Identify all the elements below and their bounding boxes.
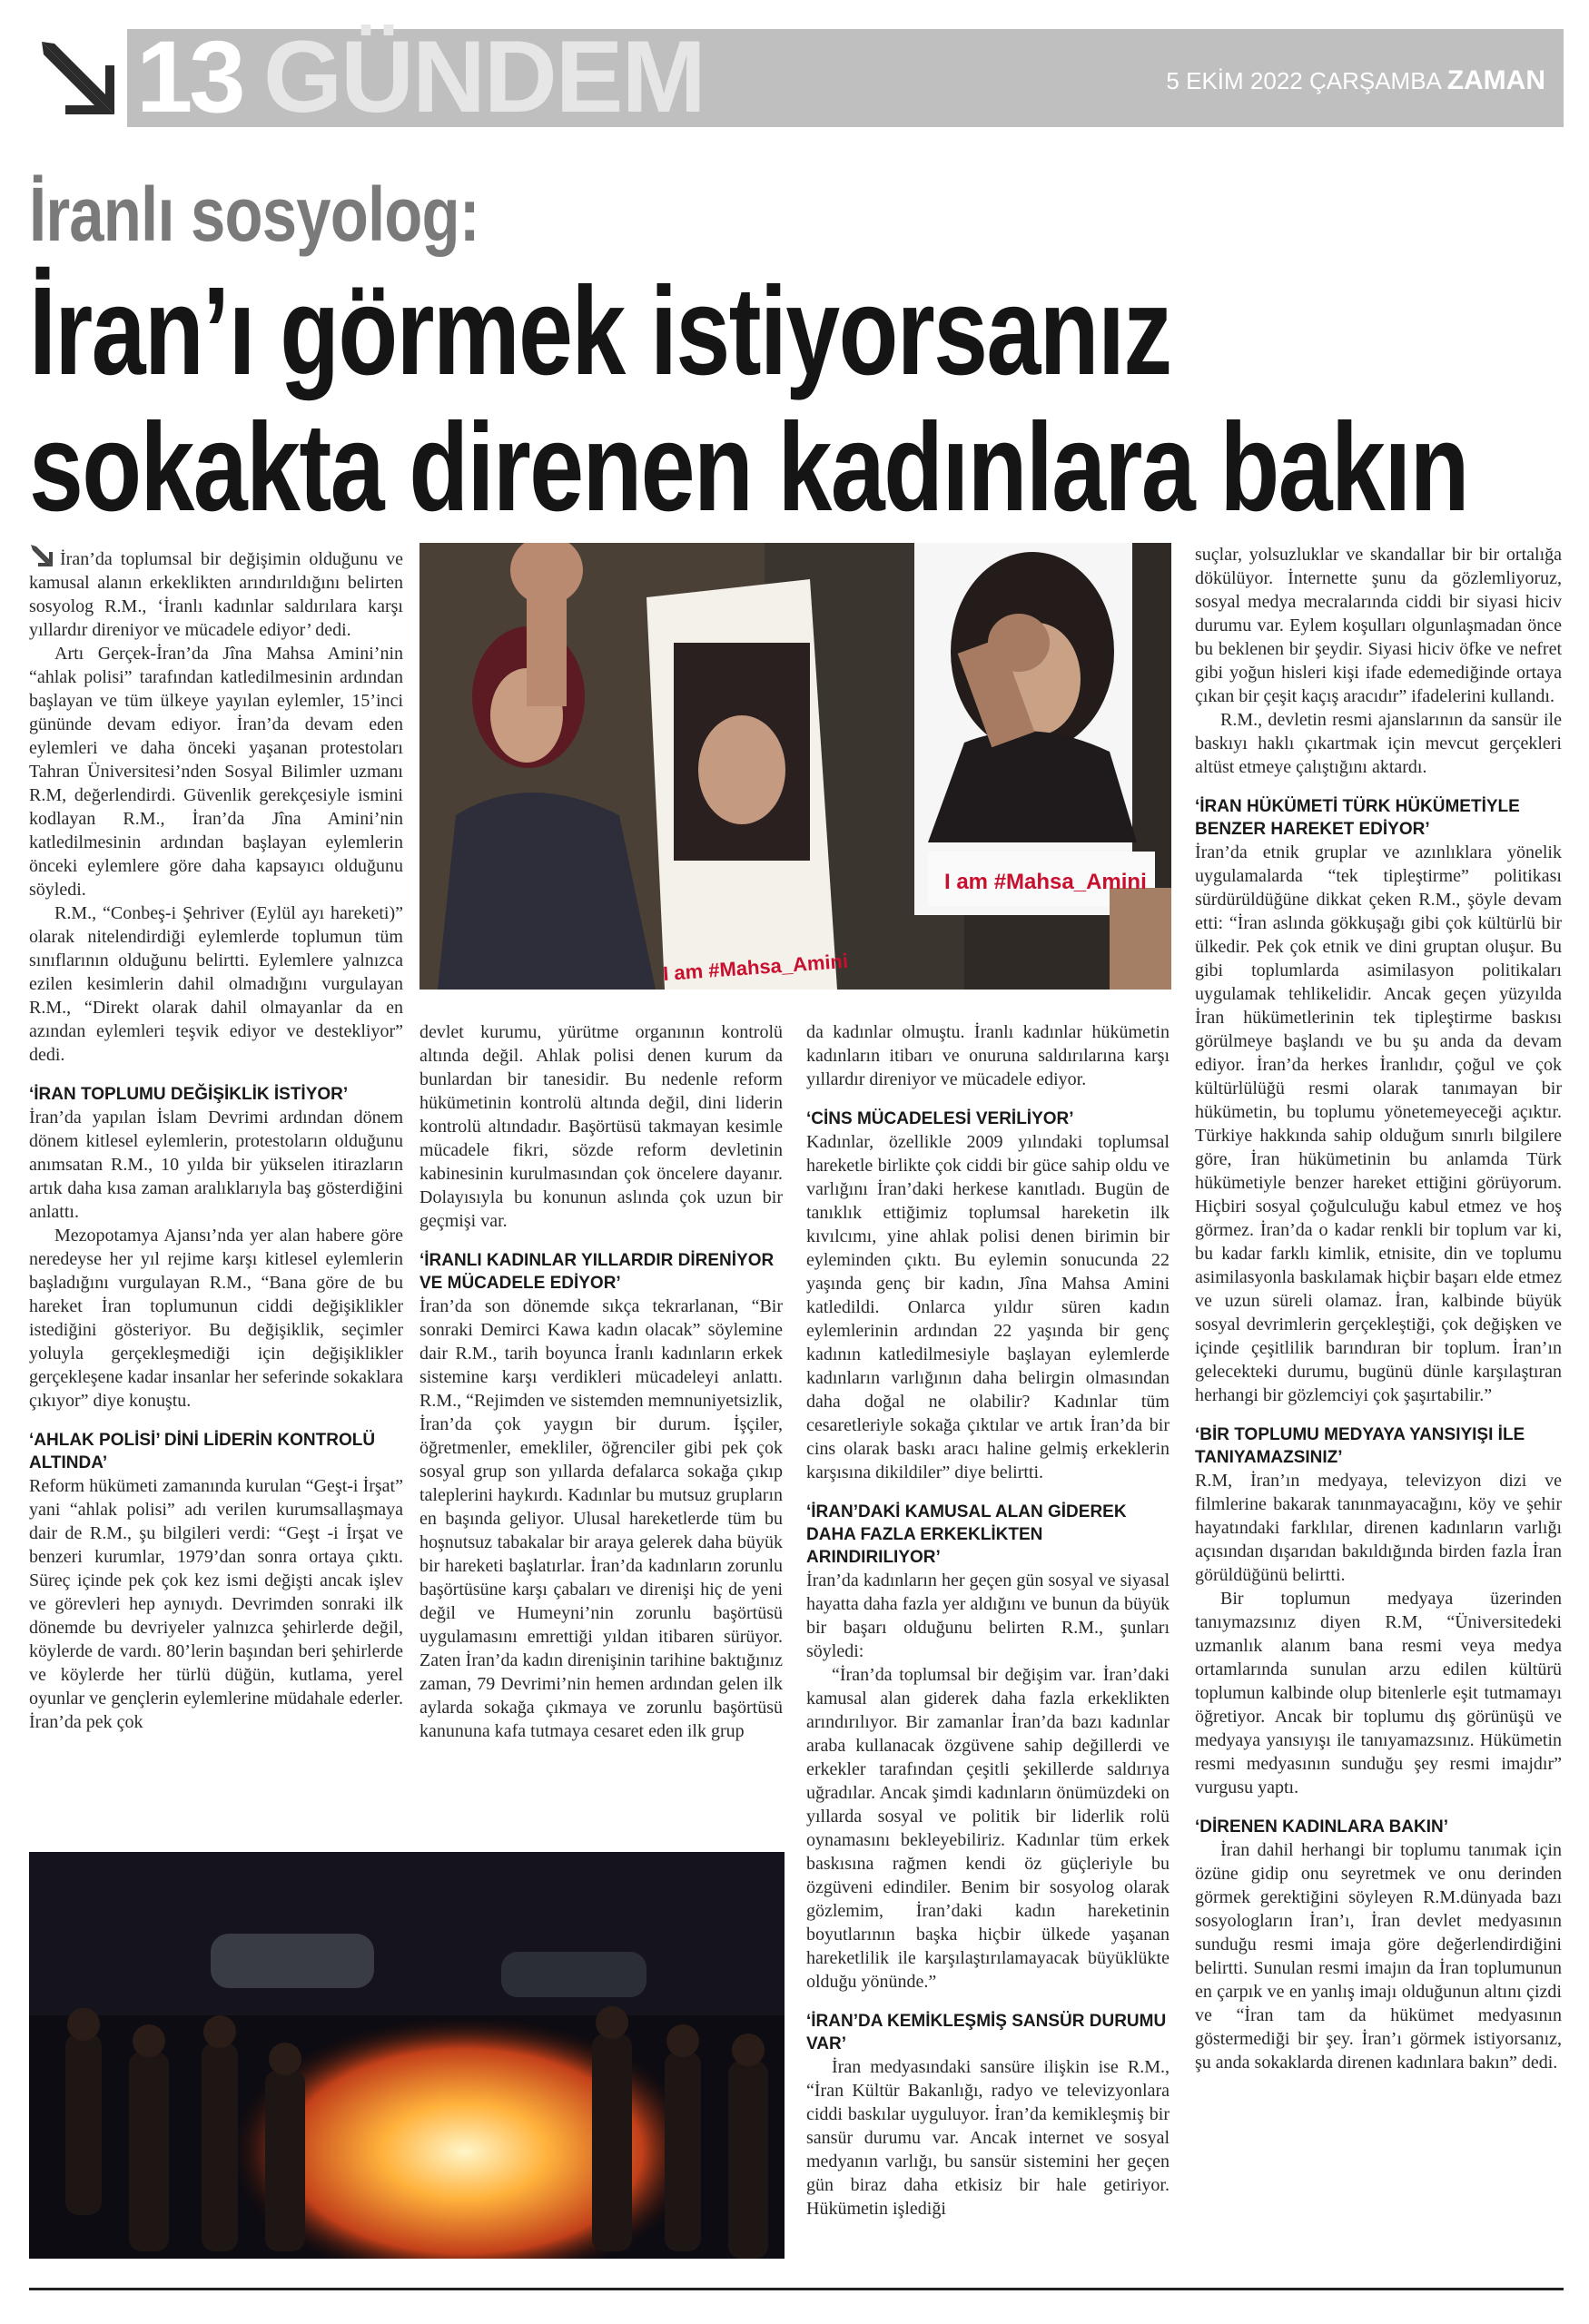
paragraph: İran’da yapılan İslam Devrimi ardından dönem dönem kitlesel eylemlerin, protestoların olduğunu anımsatan R.M., 10 yılda bir yükselen itirazların artık daha kısa zaman aralıklarıyla baş gösterdiğini anlattı. <box>29 1108 403 1222</box>
night-protest-photo-image <box>29 1852 785 2259</box>
paragraph: R.M., devletin resmi ajanslarının da sansür ile baskıyı haklı çıkartmak için mevcut gerçekleri altüst etmeye çalıştığını aktardı. <box>1195 710 1562 777</box>
issue-date <box>1166 65 1545 96</box>
subheading: ‘İRAN TOPLUMU DEĞİŞİKLİK İSTİYOR’ <box>29 1085 349 1104</box>
page-header <box>29 20 1564 133</box>
lead-paragraph <box>29 543 403 642</box>
protest-photo <box>419 543 1171 990</box>
headline-line-1: İran’ı görmek istiyorsanız <box>29 261 1171 401</box>
subheading: ‘BİR TOPLUMU MEDYAYA YANSIYIŞI İLE TANIYAMAZSINIZ’ <box>1195 1425 1525 1467</box>
section-title: GÜNDEM <box>263 20 705 133</box>
paragraph: Reform hükümeti zamanında kurulan “Geşt-i İrşat” yani “ahlak polisi” adı verilen kurumsallaşmaya dair de R.M., şu bilgileri verdi: “Geşt -i İrşat ve benzeri kurumlar, 1979’dan sonra ortaya çıktı. Süreç içinde pek çok kez ismi değişti ancak işlev ve görevleri hep aynıydı. Devrimden sonraki ilk dönemde bu devriyeler yalnızca şehirlerde değil, köylerde de vardı. 80’lerin başından beri şehirlerde ve köylerde her türlü düğün, kutlama, yerel oyunlar ve gençlerin eylemlerine müdahale ederler. İran’da pek çok <box>29 1476 403 1732</box>
subheading: ‘İRAN’DA KEMİKLEŞMİŞ SANSÜR DURUMU VAR’ <box>806 2012 1167 2053</box>
subheading: ‘AHLAK POLİSİ’ DİNİ LİDERİN KONTROLÜ ALTINDA’ <box>29 1431 376 1472</box>
subheading: ‘İRANLI KADINLAR YILLARDIR DİRENİYOR VE MÜCADELE EDİYOR’ <box>419 1251 775 1293</box>
column-1 <box>29 543 403 1734</box>
page-number: 13 <box>136 20 242 133</box>
subheading: ‘İRAN HÜKÜMETİ TÜRK HÜKÜMETİYLE BENZER HAREKET EDİYOR’ <box>1195 797 1520 839</box>
subheading: ‘İRAN’DAKİ KAMUSAL ALAN GİDEREK DAHA FAZLA ERKEKLİKTEN ARINDIRILIYOR’ <box>806 1502 1127 1567</box>
bottom-rule <box>29 2288 1564 2290</box>
paragraph: suçlar, yolsuzluklar ve skandallar bir bir ortalığa dökülüyor. İnternette şunu da gözlemliyoruz, sosyal medya mecralarında ciddi bir siyasi hiciv durumu var. Eylem koşulları olgunlaşmadan önce bu beklenen bir şeydir. Siyasi hiciv öfke ve nefret gibi yoğun hisleri kişi ifade edemediğinde ortaya çıkan bir çeşit kaçış aracıdır” ifadelerini kullandı. <box>1195 545 1562 706</box>
newspaper-name: ZAMAN <box>1446 65 1545 95</box>
paragraph: İran’da etnik gruplar ve azınlıklara yönelik uygulamalarda “tek tipleştirme” politikası sürdürüldüğüne dikkat çeken R.M., şöyle devam etti: “İran aslında gökkuşağı gibi çok kültürlü bir ülkedir. Pek çok etnik ve dini gruptan oluşur. Bu gibi toplumlarda asimilasyon politikaları uygulamak tehlikelidir. Ancak geçen yüzyılda İran hükümetlerinin tek tipleştirme baskısı görülmeye başlandı ve bu şu anda da devam ediyor. İran’da herkes İranlıdır, çoğul ve çok kültürlülüğü resmi olarak tanımayan bir hükümetin, bu toplumu yönetemeyeceği açıktır. Türkiye hakkında sahip olduğum sınırlı bilgilere göre, İran hükümetinin bu anlamda Türk hükümetiyle benzer hareket ettiğini görüyorum. Hiçbiri sosyal çoğulculuğu kabul etmez ve hoş görmez. İran’da o kadar renkli bir toplum var ki, bu kadar farklı kimlik, etnisite, din ve toplumu asimilasyonla baskılamak hiçbir başarı elde etmez ve uzun süreli olamaz. İran, kalbinde büyük sosyal devrimlerin gerçekleştiği, çok değişken ve içinde çeşitlilik barındıran bir toplum. İran’ın gelecekteki durumu, bugünü dünle karşılaştıran herhangi bir gözlemciyi çok şaşırtabilir.” <box>1195 842 1562 1405</box>
article-kicker: İranlı sosyolog: <box>29 172 479 257</box>
paragraph: R.M, İran’ın medyaya, televizyon dizi ve filmlerine bakarak tanınmayacağını, köy ve şehir hayatındaki farklılar, direnen kadınların varlığı açısından dışarıdan bakıldığında birden fazla İran görüldüğünü belirtti. <box>1195 1471 1562 1585</box>
paragraph: devlet kurumu, yürütme organının kontrolü altında değil. Ahlak polisi denen kurum da bunlardan bir tanesidir. Bu nedenle reform hükümetinin kontrolü altında değil, dini liderin kontrolü altındadır. Başörtüsü takmayan kesimle mücadele fikri, sözde reform devletinin kabinesinin kurulmasından çok öncelere dayanır. Dolayısıyla bu konunun aslında çok uzun bir geçmişi var. <box>419 1022 783 1231</box>
subheading: ‘CİNS MÜCADELESİ VERİLİYOR’ <box>806 1109 1074 1128</box>
date-text: 5 EKİM 2022 ÇARŞAMBA <box>1166 67 1441 94</box>
paragraph: da kadınlar olmuştu. İranlı kadınlar hükümetin kadınların itibarı ve onuruna saldırılarına karşı yıllardır direniyor ve mücadele ediyor. <box>806 1022 1170 1089</box>
sign-right-text: I am #Mahsa_Amini <box>944 870 1147 894</box>
paragraph: Artı Gerçek-İran’da Jîna Mahsa Amini’nin “ahlak polisi” tarafından katledilmesinin ardından başlayan ve tüm ülkeye yayılan eylemler, 15’inci gününde devam ediyor. İran’da devam eden eylemleri ve daha önceki yaşanan protestoları Tahran Üniversitesi’nden Sosyal Bilimler uzmanı R.M, değerlendirdi. Güvenlik gerekçesiyle ismini kodlayan R.M., İran’da Jîna Amini’nin katledilmesinin ardından başlayan eylemlerin önceki eylemlere göre daha kapsayıcı olduğunu söyledi. <box>29 644 403 900</box>
paragraph: R.M., “Conbeş-i Şehriver (Eylül ayı hareketi)” olarak nitelendirdiği eylemlerde toplumun tüm sınıflarının olduğunu belirtti. Eylemlere yalnızca ezilen kesimlerin dahil olmadığını vurgulayan R.M., “Direkt olarak dahil olmayanlar da en azından eylemleri teşvik ediyor ve destekliyor” dedi. <box>29 903 403 1065</box>
sign-left-text: I am #Mahsa_Amini <box>662 949 849 986</box>
subheading: ‘DİRENEN KADINLARA BAKIN’ <box>1195 1817 1449 1837</box>
column-4 <box>1195 543 1562 2074</box>
lead-text: İran’da toplumsal bir değişimin olduğunu ve kamusal alanın erkeklikten arındırıldığını belirten sosyolog R.M., ‘İranlı kadınlar saldırılara karşı yıllardır direniyor ve mücadele ediyor’ dedi. <box>29 549 403 640</box>
paragraph: Kadınlar, özellikle 2009 yılındaki toplumsal hareketle birlikte çok ciddi bir güce sahip oldu ve varlığını İran’daki herkese kanıtladı. Bugün de tanıklık ettiğimiz toplumsal hareketin ilk kıvılcımı, yine ahlak polisi denen birimin bir eyleminden çıktı. Bu eylemin sonucunda 22 yaşında genç bir kadın, Jîna Mahsa Amini katledildi. Onlarca yıldır süren kadın eylemlerinin ardından 22 yaşında bir genç kadının katledilmesiyle başlayan eylemlerde kadınların varlığının daha belirgin olmasından daha doğal ne olabilir? Kadınlar tüm cesaretleriyle sokağa çıktılar ve artık İran’da bir cins olarak baskı aracı haline gelmiş erkeklerin karşısına dikildiler” diye belirtti. <box>806 1132 1170 1482</box>
column-3 <box>806 1020 1170 2221</box>
column-2 <box>419 1020 783 1743</box>
paragraph: İran medyasındaki sansüre ilişkin ise R.M., “İran Kültür Bakanlığı, radyo ve televizyonlara ciddi baskılar uyguluyor. İran’da kemikleşmiş bir sansür durumu var. Ancak internet ve sosyal medyanın varlığı, bu sansür sistemini her geçen gün biraz daha etkisiz bir hale getiriyor. Hükümetin işlediği <box>806 2057 1170 2219</box>
protest-photo-image <box>419 543 1171 990</box>
lead-arrow-icon <box>29 543 54 568</box>
paragraph: İran’da son dönemde sıkça tekrarlanan, “Bir sonraki Demirci Kawa kadın olacak” söylemine dair R.M., tarih boyunca İranlı kadınların erkek sistemine karşı verdikleri mücadeleyi anlattı. R.M., “Rejimden ve sistemden memnuniyetsizlik, İran’da çok yaygın bir durum. İşçiler, öğretmenler, emekliler, öğrenciler gibi pek çok sosyal grup son yıllarda defalarca sokağa çıkıp taleplerini haykırdı. Kadınlar bu mutsuz grupların en başında geliyor. Ulusal hareketlerde tüm bu hoşnutsuz tabakalar bir araya gelerek daha büyük bir hareketi başlatırlar. İran’da kadınların zorunlu başörtüsüne karşı çabaları ve direnişi hiç de yeni değil ve Humeyni’nin zorunlu başörtüsü uygulamasını emrettiği yıldan itibaren sürüyor. Zaten İran’da kadın direnişinin tarihine baktığınız zaman, 79 Devrimi’nin hemen ardından gelen ilk aylarda sokağa çıkmaya ve zorunlu başörtüsü kanununa kafa tutmaya cesaret eden ilk grup <box>419 1296 783 1741</box>
section-arrow-icon <box>29 29 127 127</box>
paragraph: İran dahil herhangi bir toplumu tanımak için özüne gidip onu seyretmek ve onu derinden görmek gerektiğini söyleyen R.M.dünyada bazı sosyologların İran’ı, İran devlet medyasının sunduğu resmi imaja göre değerlendirdiğini belirtti. Sunulan resmi imajın da İran toplumunun en çarpık ve en yanlış imajı olduğunun altını çizdi ve “İran tam da hükümet medyasının göstermediği bir şey. İran’ı görmek istiyorsanız, şu anda sokaklarda direnen kadınlara bakın” dedi. <box>1195 1840 1562 2073</box>
article-headline <box>29 263 1468 536</box>
paragraph: Mezopotamya Ajansı’nda yer alan habere göre neredeyse her yıl rejime karşı kitlesel eylemlerin başladığını vurgulayan R.M., “Bana göre de bu hareket İran toplumunun ciddi değişiklikler istediğini gösteriyor. Bu değişiklik, seçimler yoluyla gerçekleşmediği için değişiklikler gerçekleşene kadar insanlar her seferinde sokaklara çıkıyor” diye konuştu. <box>29 1226 403 1411</box>
paragraph: İran’da kadınların her geçen gün sosyal ve siyasal hayatta daha fazla yer aldığını ve bunun da büyük bir başarı olduğunu belirten R.M., şunları söyledi: <box>806 1571 1170 1661</box>
paragraph: Bir toplumun medyaya üzerinden tanıymazsınız diyen R.M, “Üniversitedeki uzmanlık alanım bana resmi veya medya ortamlarında sunulan arzu edilen kültürü toplumun kalbinde olup bitenlerle eşit tutmamayı öğretiyor. Ancak bir toplumu dış görünüşü ve medyaya yansıyışı ile tanıyamazsınız. Hükümetin resmi medyasının sunduğu şey resmi imajdır” vurgusu yaptı. <box>1195 1589 1562 1797</box>
paragraph: “İran’da toplumsal bir değişim var. İran’daki kamusal alan giderek daha fazla erkeklikten arındırılıyor. Bir zamanlar İran’da bazı kadınlar araba kullanacak özgüvene sahip değillerdi ve erkekler tarafından çeşitli şekillerde saldırıya uğradılar. Ancak şimdi kadınların önümüzdeki on yıllarda sosyal ve politik bir liderlik rolü oynamasını bekleyebiliriz. Kadınlar tüm erkek baskısına rağmen kendi öz güçleriyle bu özgüveni edindiler. Benim bir sosyolog olarak gözlemim, İran’daki kadın hareketinin boyutlarının başka hiçbir ülkede yaşanan hareketlilik ile karşılaştırılamayacak büyüklükte olduğu yönünde.” <box>806 1665 1170 1992</box>
headline-line-2: sokakta direnen kadınlara bakın <box>29 398 1468 537</box>
night-protest-photo <box>29 1852 785 2259</box>
